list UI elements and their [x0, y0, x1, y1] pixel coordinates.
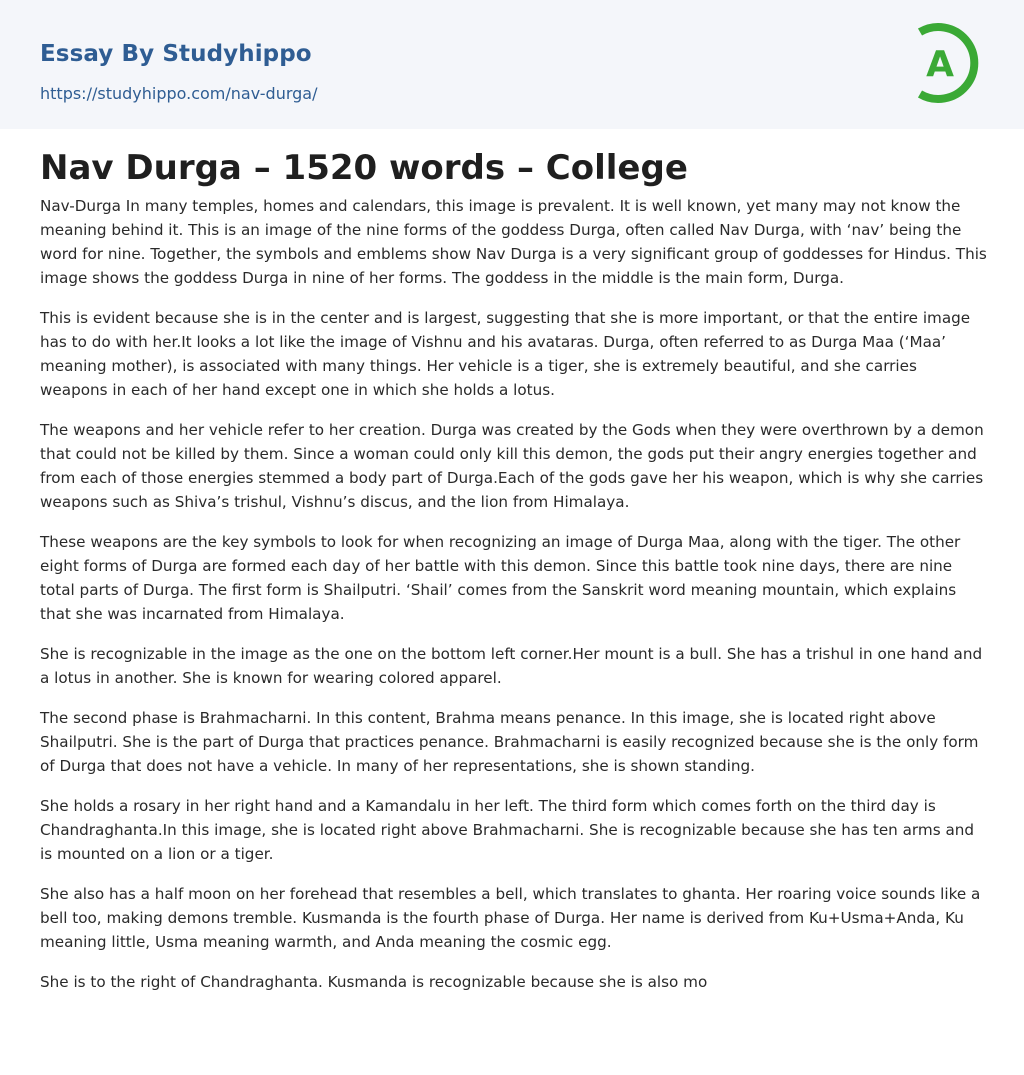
- logo-letter: A: [926, 44, 954, 85]
- essay-paragraph: These weapons are the key symbols to look for when recognizing an image of Durga Maa, along with the tiger. The other eight forms of Durga are formed each day of her battle with this demon. Since this battle took nine days, there are nine total parts of Durga. The first form is Shailputri. ‘Shail’ comes from the Sanskrit word meaning mountain, which explains that she was incarnated from Himalaya.: [40, 533, 961, 623]
- brand-title[interactable]: Essay By Studyhippo: [40, 41, 312, 67]
- site-header: [0, 0, 1024, 129]
- essay-paragraph: Nav-Durga In many temples, homes and calendars, this image is prevalent. It is well known, yet many may not know the meaning behind it. This is an image of the nine forms of the goddess Durga, often called Nav Durga, with ‘nav’ being the word for nine. Together, the symbols and emblems show Nav Durga is a very significant group of goddesses for Hindus. This image shows the goddess Durga in nine of her forms. The goddess in the middle is the main form, Durga.: [40, 197, 987, 287]
- essay-paragraph: The second phase is Brahmacharni. In this content, Brahma means penance. In this image, she is located right above Shailputri. She is the part of Durga that practices penance. Brahmacharni is easily recognized because she is the only form of Durga that does not have a vehicle. In many of her representations, she is shown standing.: [40, 709, 979, 775]
- essay-paragraph: She also has a half moon on her forehead that resembles a bell, which translates to ghanta. Her roaring voice sounds like a bell too, making demons tremble. Kusmanda is the fourth phase of Durga. Her name is derived from Ku+Usma+Anda, Ku meaning little, Usma meaning warmth, and Anda meaning the cosmic egg.: [40, 885, 981, 951]
- essay-paragraph: This is evident because she is in the center and is largest, suggesting that she is more important, or that the entire image has to do with her.It looks a lot like the image of Vishnu and his avataras. Durga, often referred to as Durga Maa (‘Maa’ meaning mother), is associated with many things. Her vehicle is a tiger, she is extremely beautiful, and she carries weapons in each of her hand except one in which she holds a lotus.: [40, 309, 971, 399]
- essay-title: Nav Durga – 1520 words – College: [40, 148, 688, 188]
- essay-url-link[interactable]: https://studyhippo.com/nav-durga/: [40, 84, 318, 103]
- essay-body: [40, 194, 988, 1010]
- essay-paragraph: She is recognizable in the image as the one on the bottom left corner.Her mount is a bull. She has a trishul in one hand and a lotus in another. She is known for wearing colored apparel.: [40, 645, 983, 687]
- studyhippo-logo-icon[interactable]: [908, 18, 988, 108]
- essay-paragraph: She is to the right of Chandraghanta. Kusmanda is recognizable because she is also mo: [40, 973, 708, 991]
- essay-paragraph: The weapons and her vehicle refer to her creation. Durga was created by the Gods when they were overthrown by a demon that could not be killed by them. Since a woman could only kill this demon, the gods put their angry energies together and from each of those energies stemmed a body part of Durga.Each of the gods gave her his weapon, which is why she carries weapons such as Shiva’s trishul, Vishnu’s discus, and the lion from Himalaya.: [40, 421, 984, 511]
- essay-paragraph: She holds a rosary in her right hand and a Kamandalu in her left. The third form which comes forth on the third day is Chandraghanta.In this image, she is located right above Brahmacharni. She is recognizable because she has ten arms and is mounted on a lion or a tiger.: [40, 797, 975, 863]
